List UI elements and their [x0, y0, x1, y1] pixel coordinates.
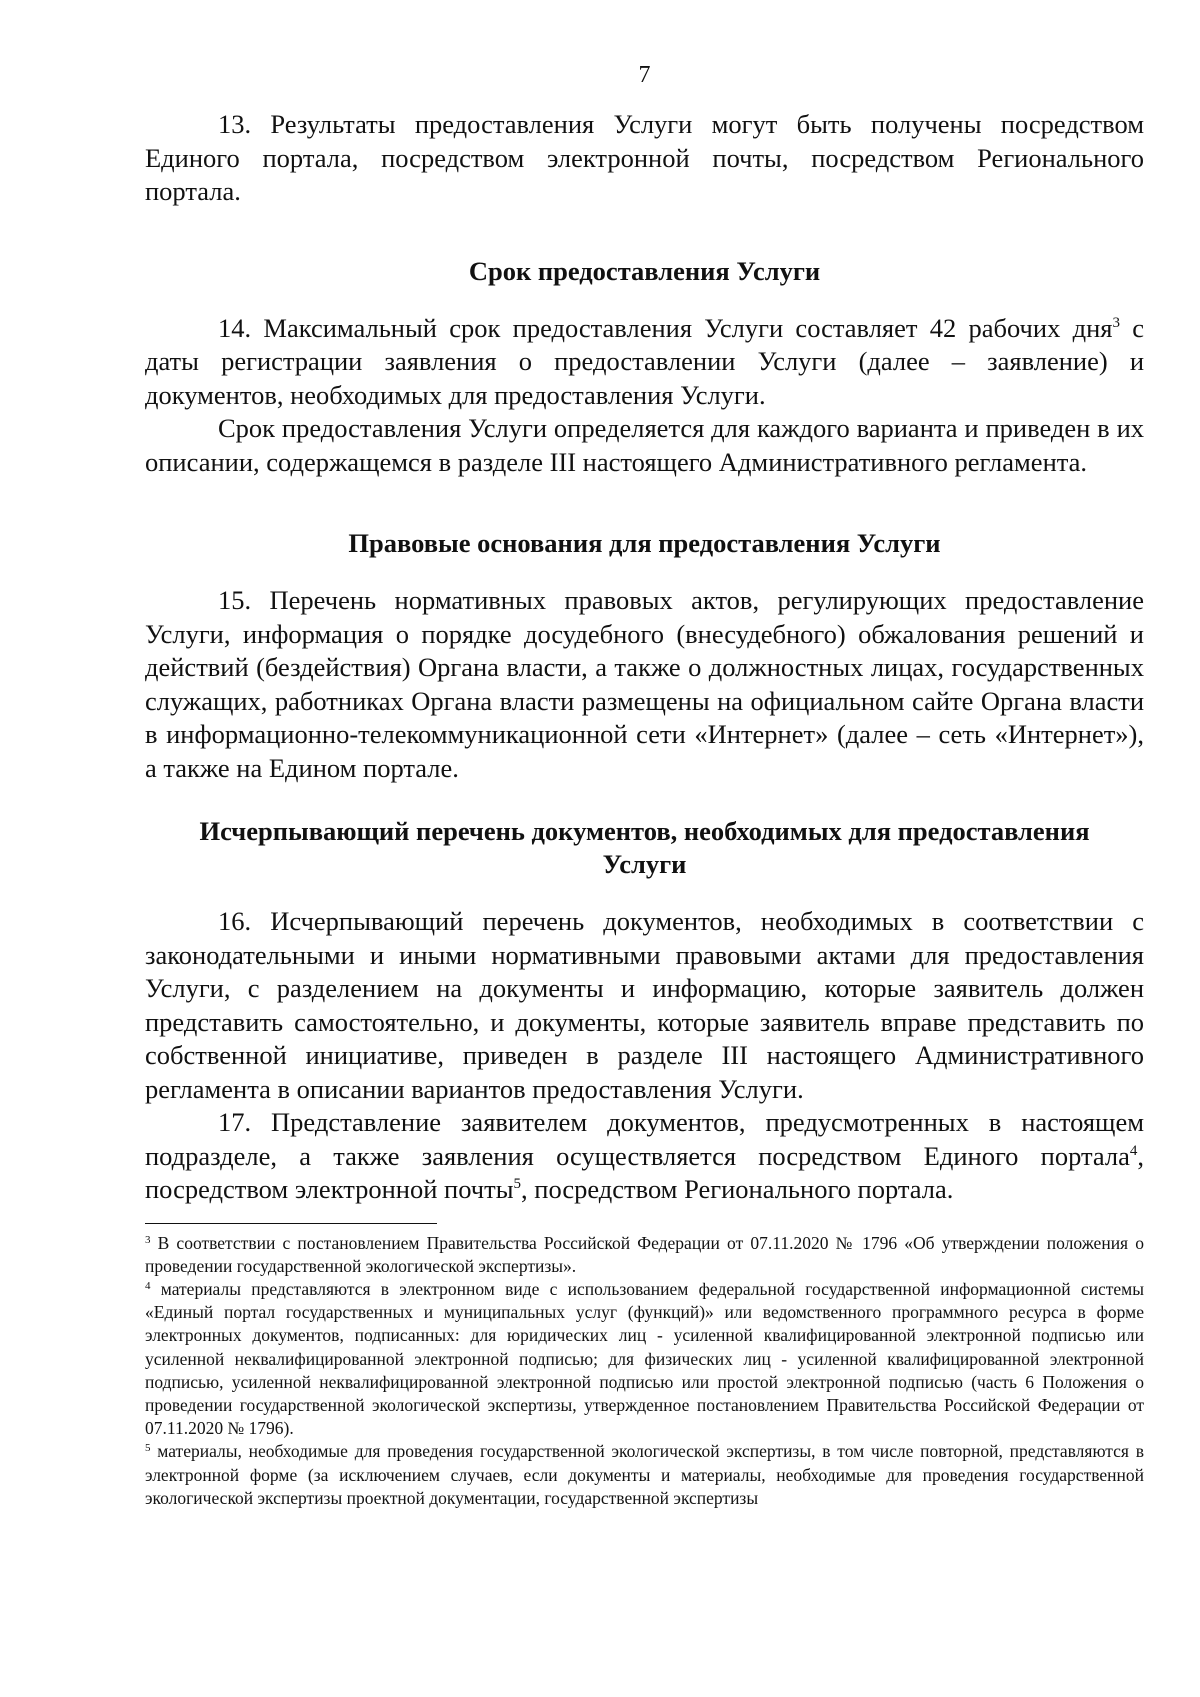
footnote-5 — [145, 1440, 1144, 1510]
paragraph-15: 15. Перечень нормативных правовых актов, регулирующих предоставление Услуги, информация о порядке досудебного (внесудебного) обжалования решений и действий (бездействия) Органа власти, а также о должностных лицах, государственных служащих, работниках Органа власти размещены на официальном сайте Органа власти в информационно-телекоммуникационной сети «Интернет» (далее – сеть «Интернет»), а также на Едином портале. — [145, 585, 1144, 783]
paragraph-16: 16. Исчерпывающий перечень документов, необходимых в соответствии с законодательными и иными нормативными правовыми актами для предоставления Услуги, с разделением на документы и информацию, которые заявитель должен представить самостоятельно, и документы, которые заявитель вправе представить по собственной инициативе, приведен в разделе III настоящего Административного регламента в описании вариантов предоставления Услуги. — [145, 906, 1144, 1104]
paragraph-17-text-a: 17. Представление заявителем документов, предусмотренных в настоящем подразделе, а также заявления осуществляется посредством Единого портала — [145, 1107, 1144, 1171]
footnote-ref-3[interactable]: 3 — [1112, 314, 1120, 331]
paragraph-17 — [145, 1106, 1144, 1207]
paragraph-14-tail: с даты регистрации заявления о предоставлении Услуги (далее – заявление) и документов, необходимых для предоставления Услуги. — [145, 312, 1144, 410]
footnote-4-text: материалы представляются в электронном виде с использованием федеральной государственной информационной системы «Единый портал государственных и муниципальных услуг (функций)» или ведомственного программного ресурса в форме электронных документов, подписанных: для юридических лиц - усиленной квалифицированной электронной подписью или усиленной неквалифицированной электронной подписью; для физических лиц - усиленной квалифицированной электронной подписью, усиленной неквалифицированной электронной подписью или простой электронной подписью (часть 6 Положения о проведении государственной экологической экспертизы, утвержденное постановлением Правительства Российской Федерации от 07.11.2020 № 1796). — [145, 1278, 1144, 1439]
footnote-4-mark: 4 — [145, 1279, 151, 1292]
footnote-5-mark: 5 — [145, 1442, 151, 1455]
footnote-3-mark: 3 — [145, 1233, 151, 1246]
heading-service-term: Срок предоставления Услуги — [468, 255, 821, 286]
paragraph-14-continued: Срок предоставления Услуги определяется для каждого варианта и приведен в их описании, содержащемся в разделе III настоящего Административного регламента. — [145, 413, 1144, 477]
paragraph-17-text-c: , посредством Регионального портала. — [521, 1174, 954, 1204]
footnote-3-text: В соответствии с постановлением Правительства Российской Федерации от 07.11.2020 № 1796 «Об утверждении положения о проведении государственной экологической экспертизы». — [145, 1232, 1144, 1276]
footnote-ref-4[interactable]: 4 — [1129, 1142, 1138, 1159]
footnote-5-text: материалы, необходимые для проведения государственной экологической экспертизы, в том числе повторной, представляются в электронной форме (за исключением случаев, если документы и материалы, необходимые для проведения государственной экологической экспертизы проектной документации, государственной экспертизы — [145, 1441, 1144, 1508]
paragraph-14 — [145, 312, 1144, 413]
footnote-ref-5[interactable]: 5 — [513, 1176, 522, 1192]
paragraph-13: 13. Результаты предоставления Услуги могут быть получены посредством Единого портала, посредством электронной почты, посредством Регионального портала. — [145, 109, 1144, 206]
footnote-4 — [145, 1278, 1144, 1440]
footnote-3 — [145, 1232, 1144, 1278]
paragraph-17-text-b: , посредством электронной почты — [145, 1140, 1144, 1204]
paragraph-14-text: 14. Максимальный срок предоставления Услуги составляет 42 рабочих дня — [218, 312, 1113, 343]
heading-document-list: Исчерпывающий перечень документов, необходимых для предоставления Услуги — [199, 816, 1090, 879]
footnote-separator — [145, 1223, 437, 1224]
heading-legal-grounds: Правовые основания для предоставления Услуги — [348, 528, 941, 558]
page-number: 7 — [638, 62, 651, 88]
